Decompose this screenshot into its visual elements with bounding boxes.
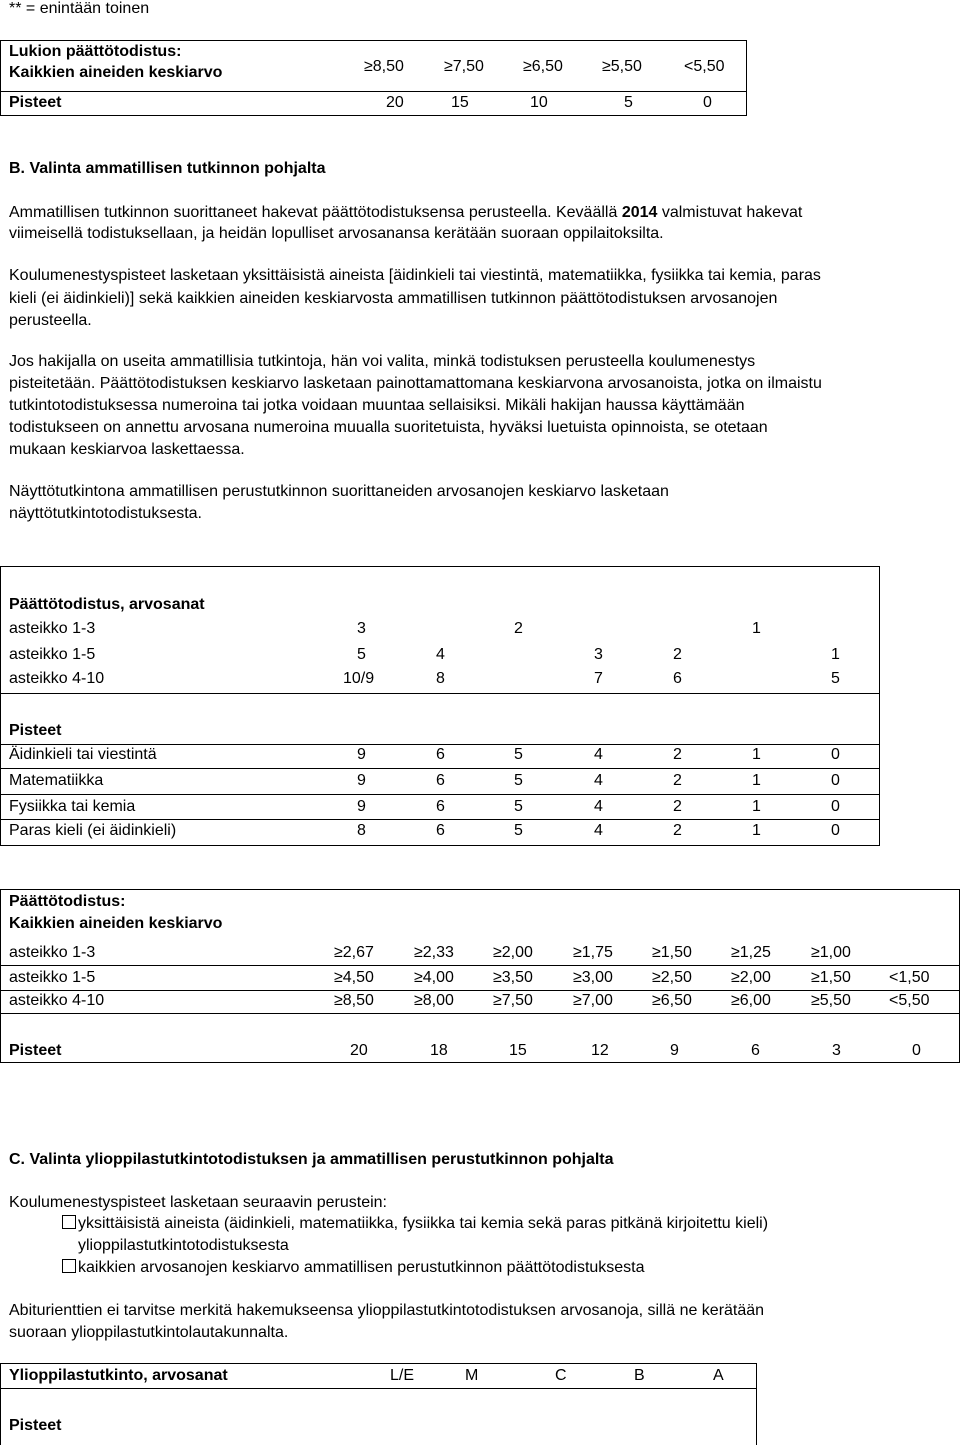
section-b-paragraph1: Ammatillisen tutkinnon suorittaneet hakevat päättötodistuksensa perusteella. Keväällä 2014 valmistuvat hakevat — [9, 204, 803, 221]
table2-scale-value: 2 — [514, 620, 523, 637]
table3-row-label: asteikko 4-10 — [9, 992, 105, 1009]
table2-subject-value: 5 — [514, 822, 523, 839]
table3-value: ≥8,00 — [414, 992, 454, 1009]
table1-title-line1: Lukion päättötodistus: — [9, 43, 182, 60]
table2-scale-value: 6 — [673, 670, 682, 687]
table2-scale-value: 1 — [831, 646, 840, 663]
section-b-paragraph3-line5: mukaan keskiarvoa laskettaessa. — [9, 441, 245, 458]
table1-points: 10 — [530, 94, 548, 111]
table2-scale-value: 5 — [357, 646, 366, 663]
table2-scale-value: 4 — [436, 646, 445, 663]
section-b-paragraph3-line1: Jos hakijalla on useita ammatillisia tutkintoja, hän voi valita, minkä todistuksen perusteella koulumenestys — [9, 353, 756, 370]
table2-subject-label: Äidinkieli tai viestintä — [9, 746, 157, 763]
section-b-paragraph3-line3: tutkintotodistuksessa numeroina tai jotka voidaan muuntaa sellaisiksi. Mikäli hakijan haussa käyttämään — [9, 397, 745, 414]
table2-subject-value: 9 — [357, 746, 366, 763]
table2-scale-value: 10/9 — [343, 670, 375, 687]
table3-value: <5,50 — [889, 992, 930, 1009]
table1-points: 5 — [624, 94, 633, 111]
table1-title-line2: Kaikkien aineiden keskiarvo — [9, 64, 223, 81]
table4-title: Ylioppilastutkinto, arvosanat — [9, 1367, 228, 1384]
section-b-paragraph3-line4: todistukseen on annettu arvosana numeroina muualla suoritetuista, hyväksi luetuista opinnoista, se otetaan — [9, 419, 768, 436]
section-b-heading: B. Valinta ammatillisen tutkinnon pohjalta — [9, 160, 326, 177]
table2-subject-label: Fysiikka tai kemia — [9, 798, 136, 815]
table1-grade: <5,50 — [684, 58, 725, 75]
table2-subject-value: 4 — [594, 746, 603, 763]
table2-subject-value: 2 — [673, 798, 682, 815]
table2-subject-value: 1 — [752, 822, 761, 839]
table3-title-line1: Päättötodistus: — [9, 893, 126, 910]
table2-scale-value: 3 — [594, 646, 603, 663]
table2-subject-value: 1 — [752, 772, 761, 789]
table3-points: 20 — [350, 1042, 368, 1059]
table2-subject-value: 5 — [514, 746, 523, 763]
table3-value: ≥2,00 — [731, 969, 771, 986]
table3-points: 6 — [751, 1042, 760, 1059]
table3-value: ≥1,25 — [731, 944, 771, 961]
table3-value: ≥1,00 — [811, 944, 851, 961]
table2-scale-value: 8 — [436, 670, 445, 687]
table3-value: ≥7,50 — [493, 992, 533, 1009]
table2-subject-value: 9 — [357, 772, 366, 789]
table2-subject-value: 4 — [594, 798, 603, 815]
table3-value: ≥7,00 — [573, 992, 613, 1009]
table2-scale-value: 7 — [594, 670, 603, 687]
table4-grade: M — [465, 1367, 479, 1384]
table3-value: ≥2,00 — [493, 944, 533, 961]
table2-subject-value: 6 — [436, 822, 445, 839]
table3-points: 15 — [509, 1042, 527, 1059]
section-c-bullet1-line2: ylioppilastutkintotodistuksesta — [78, 1237, 289, 1254]
table2-subject-value: 4 — [594, 772, 603, 789]
table2-subject-value: 6 — [436, 798, 445, 815]
table2-subject-value: 8 — [357, 822, 366, 839]
table2-subject-value: 2 — [673, 772, 682, 789]
table4-grade: A — [713, 1367, 724, 1384]
table2-scale-value: 1 — [752, 620, 761, 637]
top-note: ** = enintään toinen — [9, 0, 150, 17]
table1-grade: ≥8,50 — [364, 58, 404, 75]
checkbox-bullet-icon — [62, 1259, 76, 1273]
table2-scale-label: asteikko 1-3 — [9, 620, 96, 637]
table2-subject-value: 6 — [436, 746, 445, 763]
table3-value: <1,50 — [889, 969, 930, 986]
table4-points-label: Pisteet — [9, 1417, 62, 1434]
table2-subject-value: 0 — [831, 798, 840, 815]
section-c-bullet1: yksittäisistä aineista (äidinkieli, matematiikka, fysiikka tai kemia sekä paras pitkänä kirjoitettu kieli) — [62, 1215, 768, 1233]
table3-title-line2: Kaikkien aineiden keskiarvo — [9, 915, 223, 932]
table3-points: 0 — [912, 1042, 921, 1059]
table2-subject-value: 5 — [514, 798, 523, 815]
section-b-paragraph3-line2: pisteitetään. Päättötodistuksen keskiarvo lasketaan painottamattomana keskiarvona arvosanoista, jotka on ilmaistu — [9, 375, 822, 392]
table3-points-label: Pisteet — [9, 1042, 62, 1059]
table2-points-label: Pisteet — [9, 722, 62, 739]
table3-value: ≥1,50 — [652, 944, 692, 961]
table2-subject-value: 1 — [752, 798, 761, 815]
table2-scale-label: asteikko 4-10 — [9, 670, 105, 687]
section-b-paragraph2-line2: kieli (ei äidinkieli)] sekä kaikkien aineiden keskiarvosta ammatillisen tutkinnon päättötodistuksen arvosanojen — [9, 290, 778, 307]
table1-grade: ≥7,50 — [444, 58, 484, 75]
table3-value: ≥2,67 — [334, 944, 374, 961]
table2-subject-value: 5 — [514, 772, 523, 789]
table2-subject-value: 0 — [831, 772, 840, 789]
table1-points-label: Pisteet — [9, 94, 62, 111]
table4-grade: B — [634, 1367, 645, 1384]
table3-row-label: asteikko 1-5 — [9, 969, 96, 986]
section-b-paragraph4-line1: Näyttötutkintona ammatillisen perustutkinnon suorittaneiden arvosanojen keskiarvo lasketaan — [9, 483, 669, 500]
section-b-paragraph2-line3: perusteella. — [9, 312, 92, 329]
table2-scale-value: 2 — [673, 646, 682, 663]
table3-value: ≥1,75 — [573, 944, 613, 961]
table1-grade: ≥5,50 — [602, 58, 642, 75]
table1-points: 0 — [703, 94, 712, 111]
table3-value: ≥6,00 — [731, 992, 771, 1009]
section-b-paragraph2-line1: Koulumenestyspisteet lasketaan yksittäisistä aineista [äidinkieli tai viestintä, matematiikka, fysiikka tai kemia, paras — [9, 267, 821, 284]
table4-grade: L/E — [390, 1367, 415, 1384]
table2-subject-value: 0 — [831, 822, 840, 839]
section-c-paragraph-line1: Abiturienttien ei tarvitse merkitä hakemukseensa ylioppilastutkintotodistuksen arvosanoja, sillä ne kerätään — [9, 1302, 765, 1319]
section-b-paragraph4-line2: näyttötutkintotodistuksesta. — [9, 505, 202, 522]
table4-grade: C — [555, 1367, 567, 1384]
table3-points: 9 — [670, 1042, 679, 1059]
table2-subject-value: 1 — [752, 746, 761, 763]
checkbox-bullet-icon — [62, 1215, 76, 1229]
table3-value: ≥4,00 — [414, 969, 454, 986]
table3-points: 12 — [591, 1042, 609, 1059]
table2-subject-value: 6 — [436, 772, 445, 789]
table2-subject-value: 2 — [673, 822, 682, 839]
table3-value: ≥2,50 — [652, 969, 692, 986]
table3-row-label: asteikko 1-3 — [9, 944, 96, 961]
table2-subject-value: 9 — [357, 798, 366, 815]
table3-value: ≥5,50 — [811, 992, 851, 1009]
table2-scale-value: 3 — [357, 620, 366, 637]
table3-value: ≥2,33 — [414, 944, 454, 961]
table2-scale-value: 5 — [831, 670, 840, 687]
table2-subject-label: Paras kieli (ei äidinkieli) — [9, 822, 177, 839]
table1-points: 20 — [386, 94, 404, 111]
table2-subject-value: 2 — [673, 746, 682, 763]
table3-value: ≥6,50 — [652, 992, 692, 1009]
table3-value: ≥4,50 — [334, 969, 374, 986]
table2-subject-label: Matematiikka — [9, 772, 104, 789]
table3-value: ≥3,00 — [573, 969, 613, 986]
table2-scale-label: asteikko 1-5 — [9, 646, 96, 663]
table1-points: 15 — [451, 94, 469, 111]
table3-value: ≥3,50 — [493, 969, 533, 986]
table3-points: 3 — [832, 1042, 841, 1059]
table2-title: Päättötodistus, arvosanat — [9, 596, 205, 613]
table3-value: ≥1,50 — [811, 969, 851, 986]
table2-subject-value: 0 — [831, 746, 840, 763]
table3-value: ≥8,50 — [334, 992, 374, 1009]
section-c-paragraph-line2: suoraan ylioppilastutkintolautakunnalta. — [9, 1324, 289, 1341]
section-c-heading: C. Valinta ylioppilastutkintotodistuksen ja ammatillisen perustutkinnon pohjalta — [9, 1151, 614, 1168]
table2-subject-value: 4 — [594, 822, 603, 839]
section-b-paragraph1-line2: viimeisellä todistuksellaan, ja heidän lopulliset arvosanansa kerätään suoraan oppilaitoksilta. — [9, 225, 664, 242]
table3-points: 18 — [430, 1042, 448, 1059]
table1-grade: ≥6,50 — [523, 58, 563, 75]
section-c-intro: Koulumenestyspisteet lasketaan seuraavin perustein: — [9, 1194, 387, 1211]
section-c-bullet2: kaikkien arvosanojen keskiarvo ammatillisen perustutkinnon päättötodistuksesta — [62, 1259, 645, 1277]
